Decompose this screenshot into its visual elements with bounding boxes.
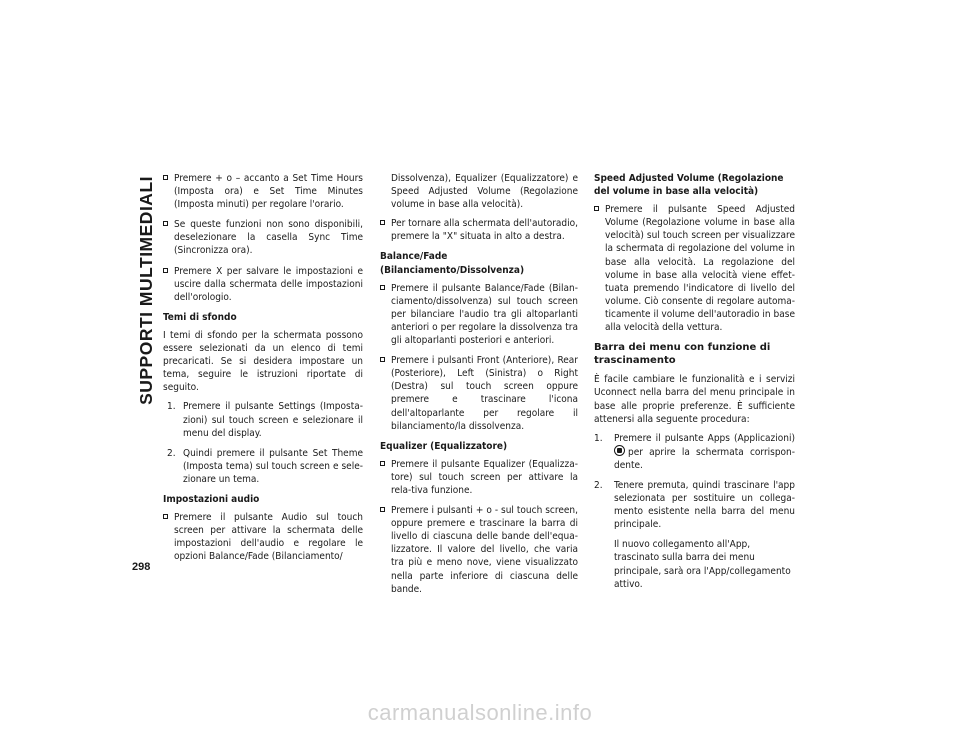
bullet-speed-adjusted-volume: Premere il pulsante Speed Adjusted Volume (Regolazione volume in base alla velocità) sul touch screen per visualizzare la schermata di regolazione del volume in base alla velocità. La regolazione del volume in base alla velocità viene effet-tuata premendo l'indicatore di livello del volume. Ciò consente di regolare automa-ticamente il volume dell'autoradio in base alla velocità della vettura. (594, 203, 795, 334)
checkbox-bullet-icon (380, 357, 385, 362)
bullet-save-settings: Premere X per salvare le impostazioni e uscire dalla schermata delle impostazioni dell'orologio. (163, 265, 363, 304)
bullet-equalizer-bands: Premere i pulsanti + o - sul touch screen, oppure premere e trascinare la barra di livello di ciascuna delle bande dell'equa-lizzatore. Il valore del livello, che varia tra più e meno nove, viene visualizzato nella parte inferiore di ciascuna delle bande. (380, 504, 578, 596)
heading-balance-fade: Balance/Fade (Bilanciamento/Dissolvenza) (380, 251, 525, 276)
section-title: SUPPORTI MULTIMEDIALI (136, 176, 156, 405)
checkbox-bullet-icon (380, 285, 385, 290)
step-number: 2. (594, 479, 603, 491)
bullet-audio: Premere il pulsante Audio sul touch screen per attivare la schermata delle impostazioni dell'audio e regolare le opzioni Balance/Fade (Bilanciamento/ (163, 511, 363, 563)
step-1-settings: 1. Premere il pulsante Settings (Imposta-zioni) sul touch screen e selezionare il menu del display. (167, 401, 363, 439)
bullet-sync-time: Se queste funzioni non sono disponibili, deselezionare la casella Sync Time (Sincronizza ora). (163, 218, 363, 257)
checkbox-bullet-icon (380, 507, 385, 512)
column-3 (594, 172, 795, 597)
watermark: carmanualsonline.info (367, 700, 593, 725)
checkbox-bullet-icon (380, 220, 385, 225)
bullet-equalizer-button: Premere il pulsante Equalizer (Equalizza-tore) sul touch screen per attivare la rela-tiva funzione. (380, 458, 578, 497)
step-1-apps: 1. Premere il pulsante Apps (Applicazioni) per aprire la schermata corrispon-dente. (594, 432, 795, 471)
paragraph-menu-bar: È facile cambiare le funzionalità e i servizi Uconnect nella barra del menu principale in base alle proprie preferenze. È sufficiente attenersi alla seguente procedura: (594, 374, 795, 425)
checkbox-bullet-icon (163, 268, 168, 273)
step-2-drag-app: 2. Tenere premuta, quindi trascinare l'app selezionata per sostituire un collega-mento esistente nella barra del menu principale. (594, 479, 795, 531)
heading-background-themes: Temi di sfondo (163, 311, 237, 323)
heading-speed-adjusted-volume: Speed Adjusted Volume (Regolazione del volume in base alla velocità) (594, 173, 784, 198)
checkbox-bullet-icon (380, 461, 385, 466)
checkbox-bullet-icon (594, 206, 599, 211)
step-number: 2. (167, 447, 176, 459)
checkbox-bullet-icon (163, 175, 168, 180)
heading-drag-menu-bar: Barra dei menu con funzione di trascinamento (594, 342, 771, 367)
step-number: 1. (594, 432, 603, 444)
step-2-note: Il nuovo collegamento all'App, trascinato sulla barra dei menu principale, sarà ora l'App/collegamento attivo. (614, 539, 791, 590)
paragraph-continuation: Dissolvenza), Equalizer (Equalizzatore) e Speed Adjusted Volume (Regolazione volume in base alla velocità). (391, 173, 578, 211)
heading-equalizer: Equalizer (Equalizzatore) (380, 440, 508, 452)
step-2-set-theme: 2. Quindi premere il pulsante Set Theme (Imposta tema) sul touch screen e sele-zionare un tema. (167, 447, 363, 485)
column-1 (163, 172, 363, 570)
bullet-balance-fade-button: Premere il pulsante Balance/Fade (Bilan-ciamento/dissolvenza) sul touch screen per bilanciare l'audio tra gli altoparlanti anteriori o per regolare la dissolvenza tra gli altoparlanti posteriori e anteriori. (380, 282, 578, 347)
checkbox-bullet-icon (163, 514, 168, 519)
paragraph-background-themes: I temi di sfondo per la schermata possono essere selezionati da un elenco di temi precaricati. Se si desidera impostare un tema, seguire le istruzioni riportate di seguito. (163, 329, 363, 394)
section-title-vertical (133, 176, 159, 556)
column-2 (380, 172, 578, 603)
bullet-return-radio: Per tornare alla schermata dell'autoradio, premere la "X" situata in alto a destra. (380, 217, 578, 243)
step-number: 1. (167, 401, 176, 413)
bullet-front-rear-buttons: Premere i pulsanti Front (Anteriore), Rear (Posteriore), Left (Sinistra) o Right (Destra) sul touch screen oppure premere e trascinare l'icona dell'altoparlante per regolare il bilanciamento/la dissolvenza. (380, 354, 578, 433)
apps-icon (614, 445, 625, 456)
heading-audio-settings: Impostazioni audio (163, 493, 260, 505)
bullet-set-time: Premere + o – accanto a Set Time Hours (Imposta ora) e Set Time Minutes (Imposta minuti) per regolare l'orario. (163, 172, 363, 211)
page-number: 298 (132, 561, 151, 573)
checkbox-bullet-icon (163, 221, 168, 226)
